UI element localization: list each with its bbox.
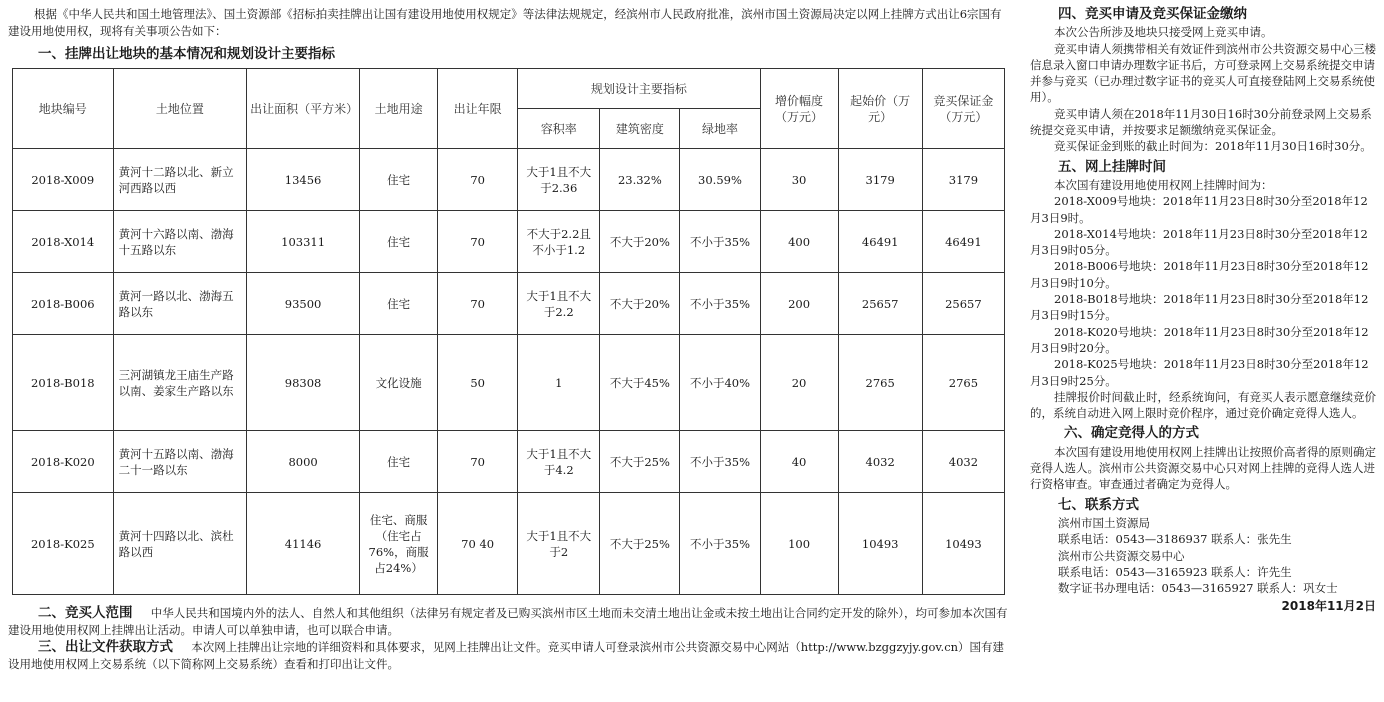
cell-green: 不小于40% (680, 335, 760, 431)
header-start-price: 起始价（万元） (838, 69, 922, 149)
cell-increment: 40 (760, 431, 838, 493)
cell-density: 不大于20% (600, 273, 680, 335)
cell-area: 13456 (247, 149, 360, 211)
cell-term: 70 (438, 149, 518, 211)
cell-start-price: 3179 (838, 149, 922, 211)
cell-density: 不大于25% (600, 431, 680, 493)
cell-green: 不小于35% (680, 493, 760, 595)
section4-para: 本次公告所涉及地块只接受网上竞买申请。 (1054, 25, 1273, 40)
parcel-table (12, 68, 1005, 595)
section3-title: 三、出让文件获取方式 (38, 639, 173, 655)
header-density: 建筑密度 (600, 109, 680, 149)
cell-use: 文化设施 (360, 335, 438, 431)
cell-area: 103311 (247, 211, 360, 273)
cell-density: 不大于45% (600, 335, 680, 431)
header-increment: 增价幅度（万元） (760, 69, 838, 149)
cell-start-price: 46491 (838, 211, 922, 273)
cell-location: 黄河十五路以南、渤海二十一路以东 (113, 431, 246, 493)
section2-text: 中华人民共和国境内外的法人、自然人和其他组织（法律另有规定者及已购买滨州市区土地而未交清土地出让金或未按土地出让合同约定开发的除外），均可参加本次国有建设用地使用权网上挂牌出让活动。申请人可以单独申请，也可以联合申请。 (8, 606, 1008, 637)
table-row (13, 335, 1005, 431)
table-row (13, 211, 1005, 273)
cell-deposit: 3179 (922, 149, 1004, 211)
contact-line: 联系电话：0543—3186937 联系人：张先生 (1058, 532, 1292, 547)
section2-title: 二、竞买人范围 (38, 605, 133, 621)
cell-term: 70 (438, 273, 518, 335)
section5-para: 2018-X009号地块：2018年11月23日8时30分至2018年12月3日9时。 (1030, 194, 1368, 225)
section5-para: 2018-B018号地块：2018年11月23日8时30分至2018年12月3日9时15分。 (1030, 292, 1369, 323)
section3-text: 本次网上挂牌出让宗地的详细资料和具体要求，见网上挂牌出让文件。竞买申请人可登录滨州市公共资源交易中心网站（http://www.bzggzyjy.gov.cn）国有建设用地使用权网上交易系统（以下简称网上交易系统）查看和打印出让文件。 (8, 640, 1005, 671)
publish-date: 2018年11月2日 (1281, 599, 1376, 614)
cell-green: 不小于35% (680, 211, 760, 273)
cell-term: 70 (438, 431, 518, 493)
cell-parcel-id: 2018-B006 (13, 273, 114, 335)
cell-area: 93500 (247, 273, 360, 335)
cell-use: 住宅 (360, 431, 438, 493)
contact-line: 联系电话：0543—3165923 联系人：许先生 (1058, 564, 1292, 579)
section4-para: 竞买申请人须携带相关有效证件到滨州市公共资源交易中心三楼信息录入窗口申请办理数字证书后，方可登录网上交易系统提交申请并参与竞买（已办理过数字证书的竞买人可直接登陆网上交易系统使用）。 (1030, 41, 1376, 105)
section4-para: 竞买申请人须在2018年11月30日16时30分前登录网上交易系统提交竞买申请，并按要求足额缴纳竞买保证金。 (1030, 106, 1372, 138)
cell-start-price: 10493 (838, 493, 922, 595)
cell-term: 70 40 (438, 493, 518, 595)
header-far: 容积率 (518, 109, 600, 149)
cell-increment: 20 (760, 335, 838, 431)
cell-increment: 30 (760, 149, 838, 211)
section4-title: 四、竞买申请及竞买保证金缴纳 (1058, 6, 1247, 22)
cell-increment: 400 (760, 211, 838, 273)
contact-line: 滨州市国土资源局 (1058, 515, 1150, 530)
cell-location: 黄河十六路以南、渤海十五路以东 (113, 211, 246, 273)
cell-area: 98308 (247, 335, 360, 431)
cell-far: 大于1且不大于2.36 (518, 149, 600, 211)
cell-parcel-id: 2018-K020 (13, 431, 114, 493)
cell-location: 三河湖镇龙王庙生产路以南、姜家生产路以东 (113, 335, 246, 431)
cell-use: 住宅 (360, 273, 438, 335)
cell-deposit: 25657 (922, 273, 1004, 335)
cell-use: 住宅 (360, 149, 438, 211)
contact-line: 滨州市公共资源交易中心 (1058, 548, 1185, 563)
table-row (13, 431, 1005, 493)
section6-text: 本次国有建设用地使用权网上挂牌出让按照价高者得的原则确定竞得人选人。滨州市公共资源交易中心只对网上挂牌的竞得人选人进行资格审查。审查通过者确定为竞得人。 (1030, 444, 1376, 492)
cell-deposit: 46491 (922, 211, 1004, 273)
cell-location: 黄河十二路以北、新立河西路以西 (113, 149, 246, 211)
section6-title: 六、确定竞得人的方式 (1064, 425, 1199, 442)
cell-location: 黄河一路以北、渤海五路以东 (113, 273, 246, 335)
section5-para: 挂牌报价时间截止时，经系统询问，有竞买人表示愿意继续竞价的，系统自动进入网上限时竞价程序，通过竞价确定竞得人选人。 (1030, 389, 1376, 421)
cell-area: 8000 (247, 431, 360, 493)
cell-deposit: 2765 (922, 335, 1004, 431)
section1-title: 一、挂牌出让地块的基本情况和规划设计主要指标 (38, 46, 335, 62)
cell-use: 住宅、商服（住宅占76%，商服占24%） (360, 493, 438, 595)
cell-parcel-id: 2018-X009 (13, 149, 114, 211)
header-green: 绿地率 (680, 109, 760, 149)
table-row (13, 493, 1005, 595)
section3-paragraph (8, 639, 1008, 673)
cell-parcel-id: 2018-B018 (13, 335, 114, 431)
left-column (8, 6, 1008, 673)
cell-far: 大于1且不大于2.2 (518, 273, 600, 335)
section5-title: 五、网上挂牌时间 (1058, 158, 1166, 175)
contact-line: 数字证书办理电话：0543—3165927 联系人：巩女士 (1058, 581, 1338, 596)
cell-increment: 200 (760, 273, 838, 335)
section5-para: 2018-X014号地块：2018年11月23日8时30分至2018年12月3日9时05分。 (1030, 226, 1368, 258)
cell-deposit: 10493 (922, 493, 1004, 595)
cell-increment: 100 (760, 493, 838, 595)
table-row (13, 273, 1005, 335)
cell-deposit: 4032 (922, 431, 1004, 493)
cell-start-price: 2765 (838, 335, 922, 431)
intro-paragraph: 根据《中华人民共和国土地管理法》、国土资源部《招标拍卖挂牌出让国有建设用地使用权规定》等法律法规规定，经滨州市人民政府批准，滨州市国土资源局决定以网上挂牌方式出让6宗国有建设用地使用权，现将有关事项公告如下： (8, 7, 1002, 38)
cell-density: 不大于25% (600, 493, 680, 595)
cell-green: 不小于35% (680, 431, 760, 493)
header-planning: 规划设计主要指标 (518, 69, 760, 109)
cell-location: 黄河十四路以北、滨杜路以西 (113, 493, 246, 595)
cell-parcel-id: 2018-K025 (13, 493, 114, 595)
cell-parcel-id: 2018-X014 (13, 211, 114, 273)
section2-paragraph (8, 605, 1008, 639)
cell-density: 不大于20% (600, 211, 680, 273)
cell-density: 23.32% (600, 149, 680, 211)
cell-term: 70 (438, 211, 518, 273)
section4-para: 竞买保证金到账的截止时间为：2018年11月30日16时30分。 (1054, 139, 1372, 154)
header-parcel-id: 地块编号 (13, 69, 114, 149)
header-term: 出让年限 (438, 69, 518, 149)
table-row (13, 149, 1005, 211)
section5-para: 2018-K025号地块：2018年11月23日8时30分至2018年12月3日9时25分。 (1030, 357, 1369, 388)
cell-area: 41146 (247, 493, 360, 595)
header-location: 土地位置 (113, 69, 246, 149)
cell-far: 1 (518, 335, 600, 431)
bottom-sections (8, 605, 1008, 673)
header-area: 出让面积（平方米） (247, 69, 360, 149)
cell-start-price: 4032 (838, 431, 922, 493)
section5-para: 2018-K020号地块：2018年11月23日8时30分至2018年12月3日9时20分。 (1030, 324, 1369, 355)
cell-green: 不小于35% (680, 273, 760, 335)
cell-far: 大于1且不大于2 (518, 493, 600, 595)
cell-use: 住宅 (360, 211, 438, 273)
cell-far: 不大于2.2且不小于1.2 (518, 211, 600, 273)
cell-far: 大于1且不大于4.2 (518, 431, 600, 493)
cell-green: 30.59% (680, 149, 760, 211)
cell-term: 50 (438, 335, 518, 431)
header-use: 土地用途 (360, 69, 438, 149)
section7-title: 七、联系方式 (1058, 496, 1139, 513)
header-deposit: 竞买保证金（万元） (922, 69, 1004, 149)
section5-para: 2018-B006号地块：2018年11月23日8时30分至2018年12月3日9时10分。 (1030, 259, 1369, 290)
section5-para: 本次国有建设用地使用权网上挂牌时间为： (1054, 177, 1273, 192)
right-column (1030, 6, 1376, 615)
cell-start-price: 25657 (838, 273, 922, 335)
